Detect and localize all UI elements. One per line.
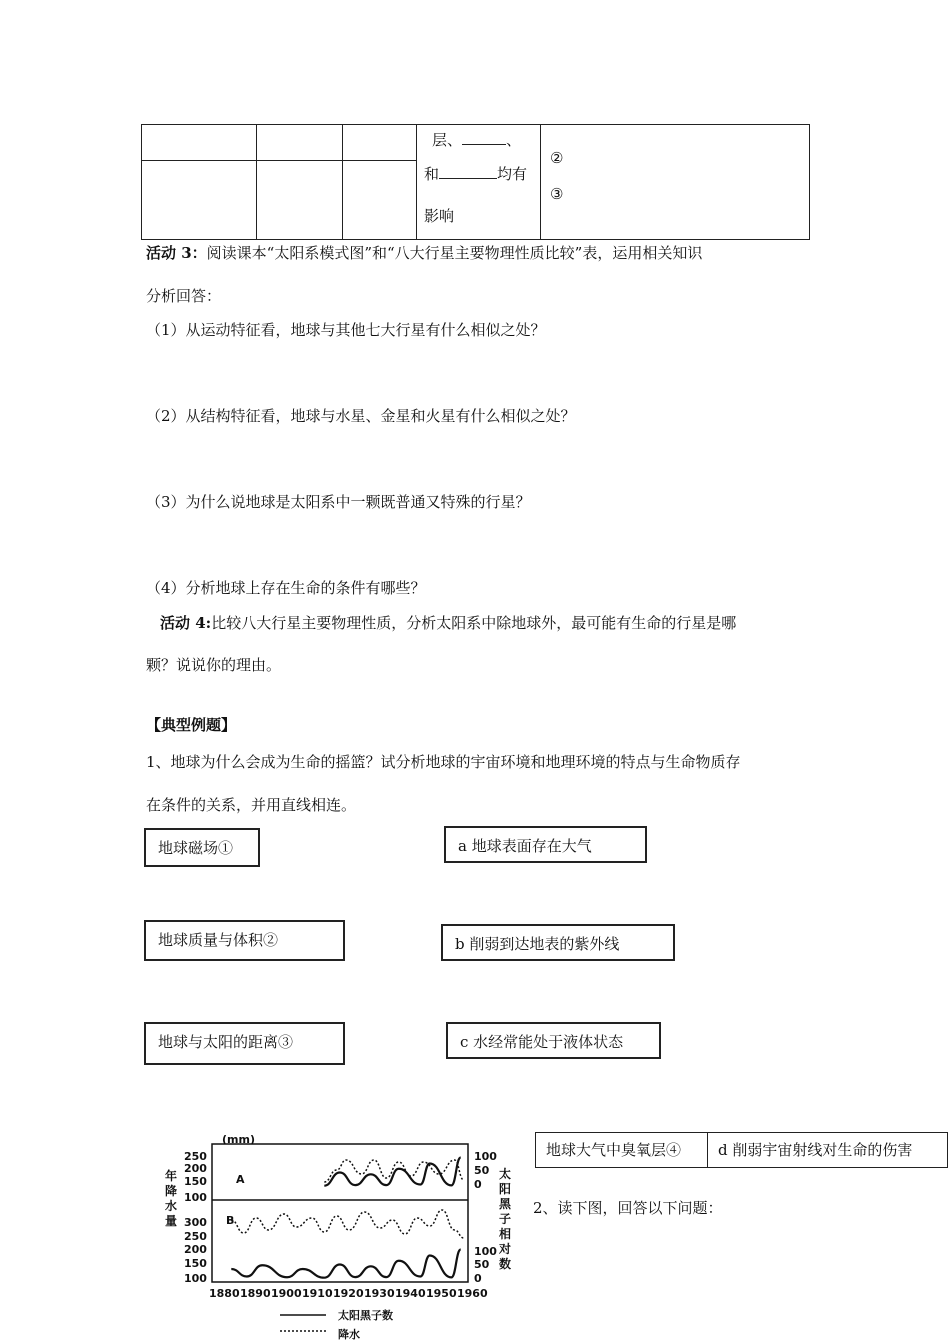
tick-label-b-left: 200 [184, 1243, 207, 1256]
activity4-line2: 颗？说说你的理由。 [146, 656, 282, 674]
right-axis-label-char: 相 [499, 1227, 512, 1241]
tick-label-b-right: 50 [474, 1258, 490, 1271]
tick-label-x: 1930 [364, 1287, 395, 1300]
activity3-line2: 分析回答： [146, 287, 222, 305]
left-box-ozone[interactable]: 地球大气中臭氧层④ [535, 1132, 708, 1168]
tick-label-x: 1950 [426, 1287, 457, 1300]
tick-label-a-right: 50 [474, 1164, 490, 1177]
right-axis-label-char: 太 [499, 1167, 512, 1181]
left-axis-label-char: 量 [165, 1214, 178, 1228]
tick-label-b-left: 250 [184, 1230, 207, 1243]
left-box-sun-distance[interactable]: 地球与太阳的距离③ [144, 1022, 345, 1065]
left-axis-label [165, 1168, 177, 1228]
chart-unit-label: (mm) [222, 1133, 255, 1146]
sunspot-line-panel-b [231, 1250, 460, 1278]
tick-label-a-right: 0 [474, 1178, 482, 1191]
right-box-ultraviolet[interactable]: b 削弱到达地表的紫外线 [441, 924, 675, 961]
right-box-atmosphere[interactable]: a 地球表面存在大气 [444, 826, 647, 863]
panel-label-a: A [236, 1173, 245, 1186]
fill-blank[interactable] [439, 178, 497, 179]
right-axis-label-char: 数 [499, 1257, 512, 1271]
question-4: （4）分析地球上存在生命的条件有哪些？ [146, 579, 426, 597]
example1-line2: 在条件的关系，并用直线相连。 [146, 796, 357, 814]
legend-label-sunspot: 太阳黑子数 [338, 1309, 393, 1322]
tick-label-b-left: 100 [184, 1272, 207, 1285]
left-axis-label-char: 降 [165, 1184, 178, 1198]
table-cell-item-3: ③ [550, 185, 564, 203]
right-box-cosmic-rays[interactable]: d 削弱宇宙射线对生命的伤害 [707, 1132, 948, 1168]
table-row-divider [141, 160, 416, 161]
table-col-divider-1 [256, 124, 257, 239]
table-cell-line1: 层、 、 [432, 131, 522, 149]
left-box-mass-volume[interactable]: 地球质量与体积② [144, 920, 345, 961]
table-col-divider-4 [540, 124, 541, 239]
tick-label-a-left: 200 [184, 1162, 207, 1175]
right-axis-label-char: 子 [499, 1212, 512, 1226]
examples-heading: 【典型例题】 [146, 716, 237, 734]
example1-line1: 1、地球为什么会成为生命的摇篮？试分析地球的宇宙环境和地理环境的特点与生命物质存 [146, 753, 741, 771]
activity4-line1: 活动 4:比较八大行星主要物理性质，分析太阳系中除地球外，最可能有生命的行星是哪 [160, 614, 737, 632]
legend-label-rain: 降水 [338, 1328, 360, 1341]
left-axis-label-char: 水 [165, 1199, 178, 1213]
tick-label-a-right: 100 [474, 1150, 497, 1163]
tick-label-x: 1920 [333, 1287, 364, 1300]
tick-label-x: 1940 [395, 1287, 426, 1300]
tick-label-x: 1890 [240, 1287, 271, 1300]
tick-label-b-right: 0 [474, 1272, 482, 1285]
tick-label-b-left: 150 [184, 1257, 207, 1270]
activity4-label: 活动 4: [160, 614, 212, 632]
tick-label-a-left: 250 [184, 1150, 207, 1163]
fill-blank[interactable] [462, 144, 506, 145]
activity3-label: 活动 3： [146, 244, 207, 262]
table-cell-item-2: ② [550, 149, 564, 167]
tick-label-a-left: 100 [184, 1191, 207, 1204]
right-box-liquid-water[interactable]: c 水经常能处于液体状态 [446, 1022, 661, 1059]
rain-line-panel-b [231, 1210, 463, 1238]
example2-text: 2、读下图，回答以下问题： [533, 1199, 723, 1217]
tick-label-a-left: 150 [184, 1175, 207, 1188]
sunspot-line-panel-a [324, 1158, 460, 1186]
table-cell-line2: 和 均有 [424, 165, 528, 183]
tick-label-b-right: 100 [474, 1245, 497, 1258]
sunspot-precipitation-chart [160, 1130, 530, 1344]
right-axis-label-char: 对 [499, 1242, 512, 1256]
tick-label-x: 1960 [457, 1287, 488, 1300]
question-3: （3）为什么说地球是太阳系中一颗既普通又特殊的行星？ [146, 493, 531, 511]
left-box-magnetic-field[interactable]: 地球磁场① [144, 828, 260, 867]
right-axis-label-char: 黑 [499, 1197, 512, 1211]
table-col-divider-3 [416, 124, 417, 239]
question-2: （2）从结构特征看，地球与水星、金星和火星有什么相似之处？ [146, 407, 576, 425]
panel-label-b: B [226, 1214, 235, 1227]
tick-label-x: 1900 [271, 1287, 302, 1300]
left-axis-label-char: 年 [165, 1169, 178, 1183]
question-1: （1）从运动特征看，地球与其他七大行星有什么相似之处？ [146, 321, 546, 339]
right-axis-label [498, 1166, 512, 1271]
activity3-line1: 活动 3：阅读课本“太阳系模式图”和“八大行星主要物理性质比较”表，运用相关知识 [146, 244, 703, 262]
tick-label-x: 1910 [302, 1287, 333, 1300]
tick-label-x: 1880 [209, 1287, 240, 1300]
table-cell-line3: 影响 [424, 207, 455, 225]
table-col-divider-2 [342, 124, 343, 239]
right-axis-label-char: 阳 [499, 1182, 512, 1196]
tick-label-b-left: 300 [184, 1216, 207, 1229]
